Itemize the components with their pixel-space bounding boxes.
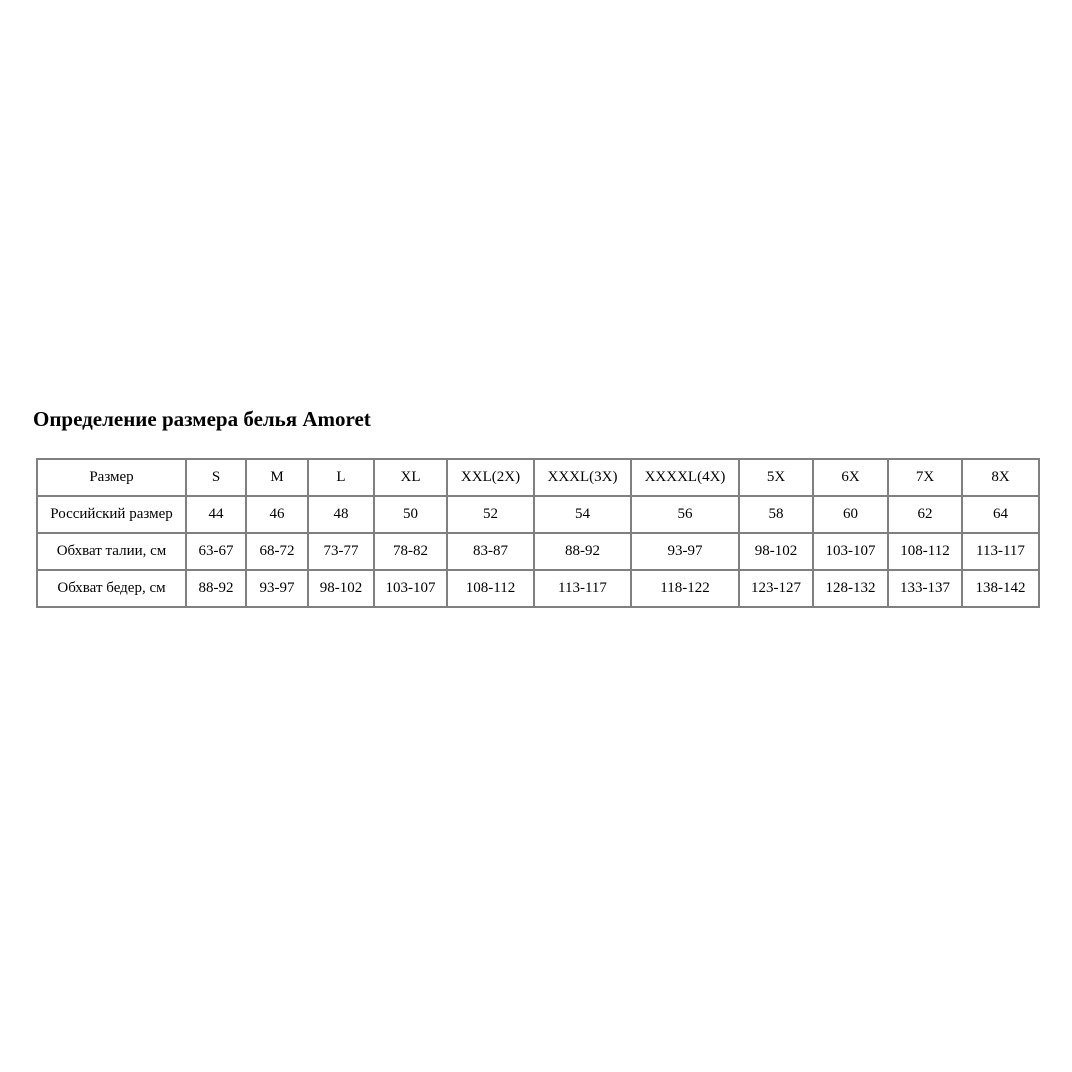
table-cell: 128-132 — [813, 570, 888, 607]
table-cell: 52 — [447, 496, 534, 533]
table-cell: 62 — [888, 496, 962, 533]
table-cell: 113-117 — [962, 533, 1039, 570]
column-header: 6X — [813, 459, 888, 496]
column-header: XXXL(3X) — [534, 459, 631, 496]
table-cell: 54 — [534, 496, 631, 533]
table-cell: 103-107 — [813, 533, 888, 570]
table-cell: 138-142 — [962, 570, 1039, 607]
table-row — [37, 496, 1039, 533]
column-header: L — [308, 459, 374, 496]
table-cell: 88-92 — [186, 570, 246, 607]
table-cell: 44 — [186, 496, 246, 533]
table-cell: 118-122 — [631, 570, 739, 607]
page-title: Определение размера белья Amoret — [33, 407, 371, 431]
table-cell: 48 — [308, 496, 374, 533]
table-cell: 103-107 — [374, 570, 447, 607]
table-cell: 83-87 — [447, 533, 534, 570]
size-table-body — [37, 459, 1039, 607]
table-cell: 63-67 — [186, 533, 246, 570]
table-cell: 98-102 — [308, 570, 374, 607]
row-label: Обхват бедер, см — [37, 570, 186, 607]
table-cell: 113-117 — [534, 570, 631, 607]
table-cell: 78-82 — [374, 533, 447, 570]
table-cell: 46 — [246, 496, 308, 533]
row-label: Российский размер — [37, 496, 186, 533]
table-cell: 58 — [739, 496, 813, 533]
table-cell: 108-112 — [447, 570, 534, 607]
table-cell: 98-102 — [739, 533, 813, 570]
table-row — [37, 570, 1039, 607]
table-row — [37, 533, 1039, 570]
table-cell: 108-112 — [888, 533, 962, 570]
size-table — [36, 458, 1040, 608]
table-cell: 64 — [962, 496, 1039, 533]
table-cell: 88-92 — [534, 533, 631, 570]
table-cell: 73-77 — [308, 533, 374, 570]
header-row — [37, 459, 1039, 496]
table-cell: 56 — [631, 496, 739, 533]
table-cell: 93-97 — [631, 533, 739, 570]
column-header: XXL(2X) — [447, 459, 534, 496]
column-header: M — [246, 459, 308, 496]
column-header: 8X — [962, 459, 1039, 496]
column-header: S — [186, 459, 246, 496]
table-cell: 68-72 — [246, 533, 308, 570]
table-cell: 93-97 — [246, 570, 308, 607]
table-cell: 50 — [374, 496, 447, 533]
column-header: Размер — [37, 459, 186, 496]
table-cell: 133-137 — [888, 570, 962, 607]
column-header: 7X — [888, 459, 962, 496]
column-header: XXXXL(4X) — [631, 459, 739, 496]
table-cell: 123-127 — [739, 570, 813, 607]
table-cell: 60 — [813, 496, 888, 533]
column-header: 5X — [739, 459, 813, 496]
row-label: Обхват талии, см — [37, 533, 186, 570]
column-header: XL — [374, 459, 447, 496]
